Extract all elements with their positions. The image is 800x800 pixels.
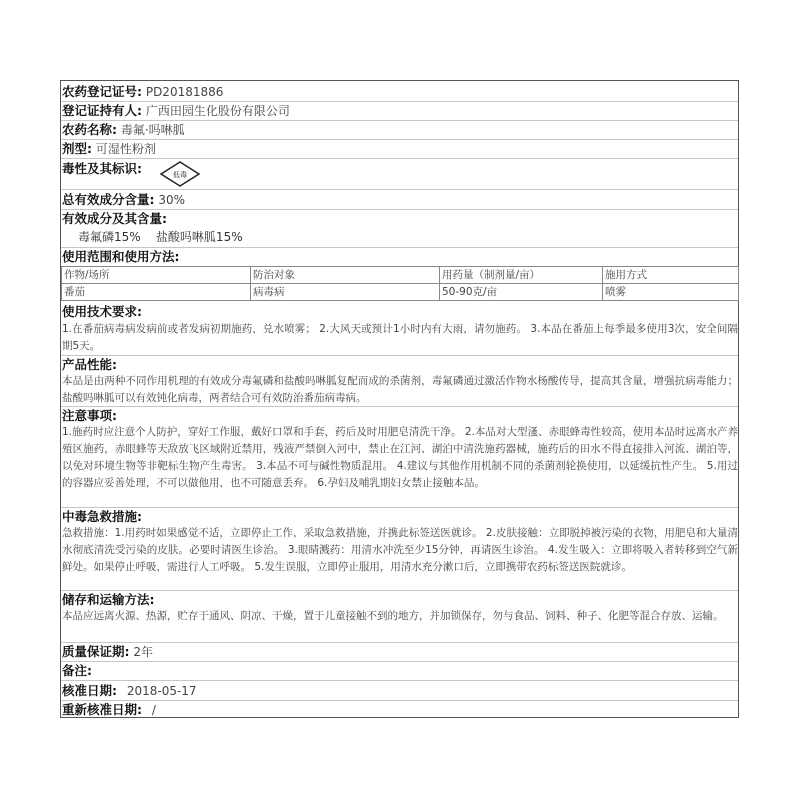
first-aid-text: 急救措施：1.用药时如果感觉不适，立即停止工作，采取急救措施，并携此标签送医就诊。 2.皮肤接触：立即脱掉被污染的衣物，用肥皂和大量清水彻底清洗受污染的皮肤。必要时请医生诊治。 3.眼睛溅药：用清水冲洗至少15分钟，再请医生诊治。 4.发生吸入：立即将吸入者转移到空气新鲜处。如果停止呼吸，需进行人工呼吸。 5.发生误服，立即停止服用，用清水充分漱口后，立即携带农药标签送医院就诊。 bbox=[62, 527, 738, 573]
first-aid-label: 中毒急救措施: bbox=[62, 509, 142, 524]
cell-crop: 番茄 bbox=[62, 284, 251, 301]
technical-text: 1.在番茄病毒病发病前或者发病初期施药，兑水喷雾； 2.大风天或预计1小时内有大雨，请勿施药。 3.本品在番茄上每季最多使用3次，安全间隔期5天。 bbox=[62, 323, 738, 352]
header-cell-crop: 作物/场所 bbox=[62, 267, 251, 284]
cautions-text: 1.施药时应注意个人防护，穿好工作服，戴好口罩和手套，药后及时用肥皂清洗干净。 2.本品对大型溞、赤眼蜂毒性较高，使用本品时远离水产养殖区施药，赤眼蜂等天敌放飞区域附近禁用，残液严禁倒入河中，禁止在江河、湖泊中清洗施药器械，施药后的田水不得直接排入河流、湖泊等，以免对环境生物等非靶标生物产生毒害。 3.本品不可与碱性物质混用。 4.建议与其他作用机制不同的杀菌剂轮换使用，以延缓抗性产生。 5.用过的容器应妥善处理，不可以做他用，也不可随意丢弃。 6.孕妇及哺乳期妇女禁止接触本品。 bbox=[62, 426, 738, 489]
remarks-row bbox=[62, 662, 92, 680]
usage-table bbox=[61, 266, 739, 301]
performance-heading bbox=[62, 356, 117, 374]
technical-label: 使用技术要求: bbox=[62, 304, 142, 319]
cell-method: 喷雾 bbox=[603, 284, 739, 301]
registration-row bbox=[62, 83, 223, 101]
divider bbox=[61, 661, 738, 662]
divider bbox=[61, 507, 738, 508]
divider bbox=[61, 700, 738, 701]
table-row bbox=[62, 284, 739, 301]
total-content-row bbox=[62, 191, 185, 209]
toxicity-row bbox=[62, 160, 142, 178]
toxicity-label: 毒性及其标识: bbox=[62, 161, 142, 176]
registration-value: PD20181886 bbox=[145, 85, 224, 99]
cautions-label: 注意事项: bbox=[62, 408, 117, 423]
storage-heading bbox=[62, 591, 155, 609]
toxicity-badge-text: 低毒 bbox=[173, 171, 187, 179]
reapproval-date-label: 重新核准日期: bbox=[62, 702, 142, 717]
ingredients-heading bbox=[62, 210, 167, 228]
remarks-label: 备注: bbox=[62, 663, 92, 678]
formulation-label: 剂型: bbox=[62, 141, 92, 156]
holder-value: 广西田园生化股份有限公司 bbox=[145, 104, 290, 118]
cell-target: 病毒病 bbox=[251, 284, 440, 301]
divider bbox=[61, 355, 738, 356]
total-content-value: 30% bbox=[158, 193, 185, 207]
divider bbox=[61, 590, 738, 591]
performance-text: 本品是由两种不同作用机理的有效成分毒氟磷和盐酸吗啉胍复配而成的杀菌剂，毒氟磷通过激活作物水杨酸传导，提高其含量，增强抗病毒能力；盐酸吗啉胍可以有效钝化病毒，两者结合可有效防治番茄病毒病。 bbox=[62, 375, 738, 404]
header-cell-target: 防治对象 bbox=[251, 267, 440, 284]
performance-label: 产品性能: bbox=[62, 357, 117, 372]
registration-label: 农药登记证号: bbox=[62, 84, 142, 99]
pesticide-name-label: 农药名称: bbox=[62, 122, 117, 137]
formulation-row bbox=[62, 140, 156, 158]
holder-label: 登记证持有人: bbox=[62, 103, 142, 118]
divider bbox=[61, 406, 738, 407]
cautions-heading bbox=[62, 407, 117, 425]
ingredients-value: 毒氟磷15% 盐酸吗啉胍15% bbox=[78, 230, 243, 244]
divider bbox=[61, 189, 738, 190]
storage-label: 储存和运输方法: bbox=[62, 592, 155, 607]
divider bbox=[61, 680, 738, 681]
holder-row bbox=[62, 102, 290, 120]
usage-heading bbox=[62, 248, 180, 266]
first-aid-heading bbox=[62, 508, 142, 526]
low-toxicity-badge-icon bbox=[160, 161, 200, 187]
reapproval-date-row bbox=[62, 701, 156, 719]
divider bbox=[61, 642, 738, 643]
usage-table-header bbox=[62, 267, 739, 284]
approval-date-value: 2018-05-17 bbox=[126, 684, 197, 698]
reapproval-date-value: / bbox=[151, 703, 156, 717]
divider bbox=[61, 139, 738, 140]
total-content-label: 总有效成分含量: bbox=[62, 192, 155, 207]
storage-text: 本品应远离火源、热源，贮存于通风、阴凉、干燥，置于儿童接触不到的地方，并加锁保存，勿与食品、饲料、种子、化肥等混合存放、运输。 bbox=[62, 610, 724, 622]
shelf-life-value: 2年 bbox=[133, 645, 153, 659]
header-cell-dosage: 用药量（制剂量/亩） bbox=[440, 267, 603, 284]
technical-heading bbox=[62, 303, 142, 321]
formulation-value: 可湿性粉剂 bbox=[95, 142, 156, 156]
usage-label: 使用范围和使用方法: bbox=[62, 249, 180, 264]
shelf-life-label: 质量保证期: bbox=[62, 644, 130, 659]
cell-dosage: 50-90克/亩 bbox=[440, 284, 603, 301]
approval-date-label: 核准日期: bbox=[62, 683, 117, 698]
approval-date-row bbox=[62, 682, 197, 700]
ingredients-label: 有效成分及其含量: bbox=[62, 211, 167, 226]
pesticide-name-row bbox=[62, 121, 185, 139]
shelf-life-row bbox=[62, 643, 153, 661]
divider bbox=[61, 158, 738, 159]
header-cell-method: 施用方式 bbox=[603, 267, 739, 284]
pesticide-name-value: 毒氟·吗啉胍 bbox=[120, 123, 185, 137]
